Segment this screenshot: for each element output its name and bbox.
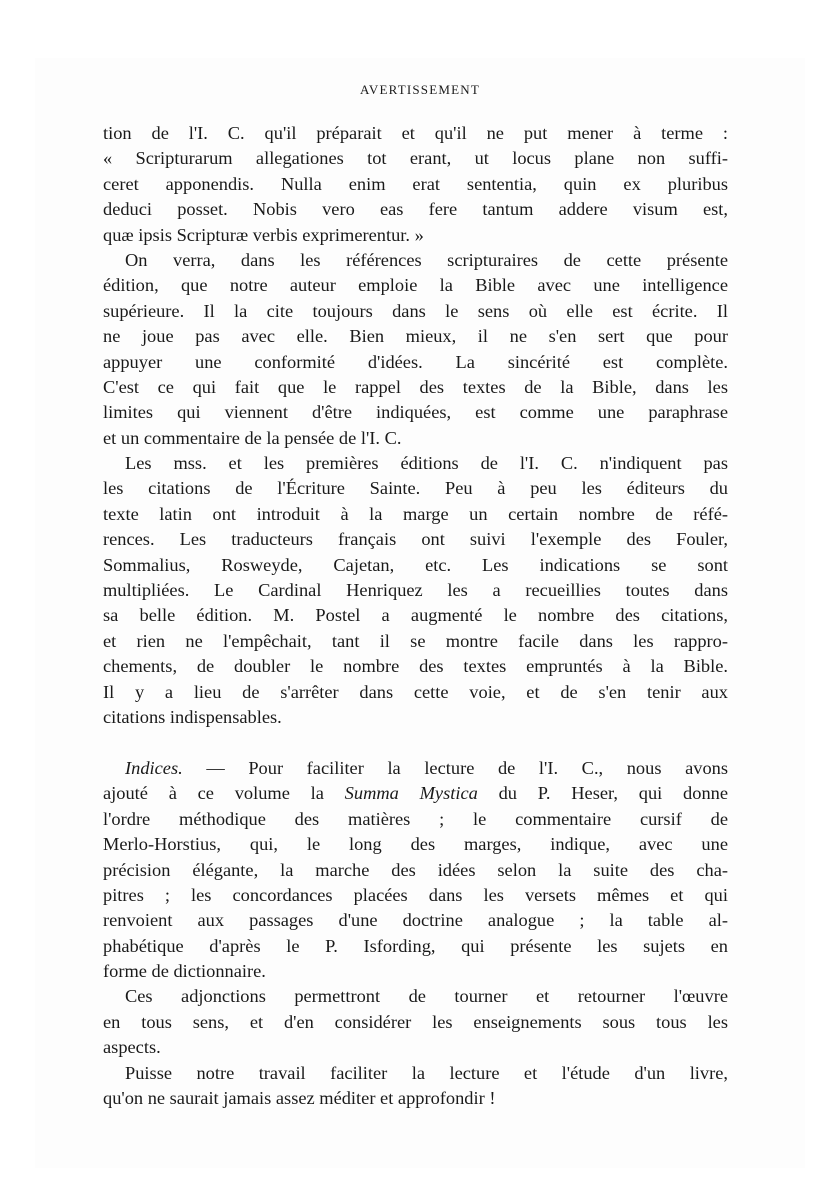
body-text: [103, 121, 728, 1111]
text-line: quæ ipsis Scripturæ verbis exprimerentur. »: [103, 224, 424, 245]
paragraph-3: [103, 451, 728, 730]
running-head: AVERTISSEMENT: [359, 82, 481, 97]
text-line: Ces adjonctions permettront de tourner et retourner l'œuvre: [125, 986, 728, 1007]
text-line: tion de l'I. C. qu'il préparait et qu'il ne put mener à terme :: [103, 123, 728, 143]
text-line: Sommalius, Rosweyde, Cajetan, etc. Les indications se sont: [103, 554, 728, 575]
text-line: On verra, dans les références scripturaires de cette présente: [125, 249, 728, 270]
text-line: multipliées. Le Cardinal Henriquez les a recueillies toutes dans: [103, 580, 728, 601]
book-title: Summa Mystica: [344, 783, 478, 804]
text-line: Puisse notre travail faciliter la lecture et l'étude d'un livre,: [125, 1062, 728, 1083]
text-line: C'est ce qui fait que le rappel des textes de la Bible, dans les: [103, 376, 728, 397]
text-line: forme de dictionnaire.: [103, 961, 266, 982]
text-line: limites qui viennent d'être indiquées, est comme une paraphrase: [103, 402, 728, 423]
text-fragment: du P. Heser, qui donne: [477, 783, 728, 804]
text-line: aspects.: [103, 1037, 161, 1058]
paragraph-5: [103, 984, 728, 1060]
text-line: et un commentaire de la pensée de l'I. C.: [103, 427, 402, 448]
text-line: texte latin ont introduit à la marge un certain nombre de réfé-: [103, 503, 728, 524]
text-line: phabétique d'après le P. Isfording, qui présente les sujets en: [103, 935, 728, 956]
section-gap: [103, 730, 728, 756]
paragraph-6: [103, 1061, 728, 1112]
text-line: supérieure. Il la cite toujours dans le sens où elle est écrite. Il: [103, 300, 728, 321]
text-line: édition, que notre auteur emploie la Bible avec une intelligence: [103, 275, 728, 296]
text-line: qu'on ne saurait jamais assez méditer et approfondir !: [103, 1088, 496, 1109]
text-fragment: ajouté à ce volume la: [103, 783, 345, 804]
text-line: ceret apponendis. Nulla enim erat sententia, quin ex pluribus: [103, 173, 728, 194]
text-line: en tous sens, et d'en considérer les enseignements sous tous les: [103, 1011, 728, 1032]
text-line: pitres ; les concordances placées dans les versets mêmes et qui: [103, 884, 728, 905]
paragraph-2: [103, 248, 728, 451]
text-line: [103, 781, 728, 806]
text-line: [103, 756, 728, 781]
text-line: « Scripturarum allegationes tot erant, ut locus plane non suffi-: [103, 148, 728, 169]
text-line: précision élégante, la marche des idées selon la suite des cha-: [103, 859, 728, 880]
text-line: deduci posset. Nobis vero eas fere tantum addere visum est,: [103, 199, 728, 220]
text-line: l'ordre méthodique des matières ; le commentaire cursif de: [103, 808, 728, 829]
text-line: Il y a lieu de s'arrêter dans cette voie, et de s'en tenir aux: [103, 681, 728, 702]
paragraph-1: [103, 121, 728, 248]
text-line: chements, de doubler le nombre des textes empruntés à la Bible.: [103, 656, 728, 677]
text-line: ne joue pas avec elle. Bien mieux, il ne s'en sert que pour: [103, 326, 728, 347]
text-line: Les mss. et les premières éditions de l'I. C. n'indiquent pas: [125, 453, 728, 474]
text-line: et rien ne l'empêchait, tant il se montre facile dans les rappro-: [103, 630, 728, 651]
text-line: appuyer une conformité d'idées. La sincérité est complète.: [103, 351, 728, 372]
text-line: Merlo-Horstius, qui, le long des marges, indique, avec une: [103, 834, 728, 855]
text-fragment: — Pour faciliter la lecture de l'I. C., nous avons: [182, 757, 728, 778]
paragraph-indices: [103, 756, 728, 985]
text-line: citations indispensables.: [103, 706, 282, 727]
text-line: sa belle édition. M. Postel a augmenté le nombre des citations,: [103, 605, 728, 626]
text-line: renvoient aux passages d'une doctrine analogue ; la table al-: [103, 910, 728, 931]
text-line: rences. Les traducteurs français ont suivi l'exemple des Fouler,: [103, 529, 728, 550]
text-line: les citations de l'Écriture Sainte. Peu à peu les éditeurs du: [103, 478, 728, 499]
indices-heading: Indices.: [125, 757, 183, 778]
